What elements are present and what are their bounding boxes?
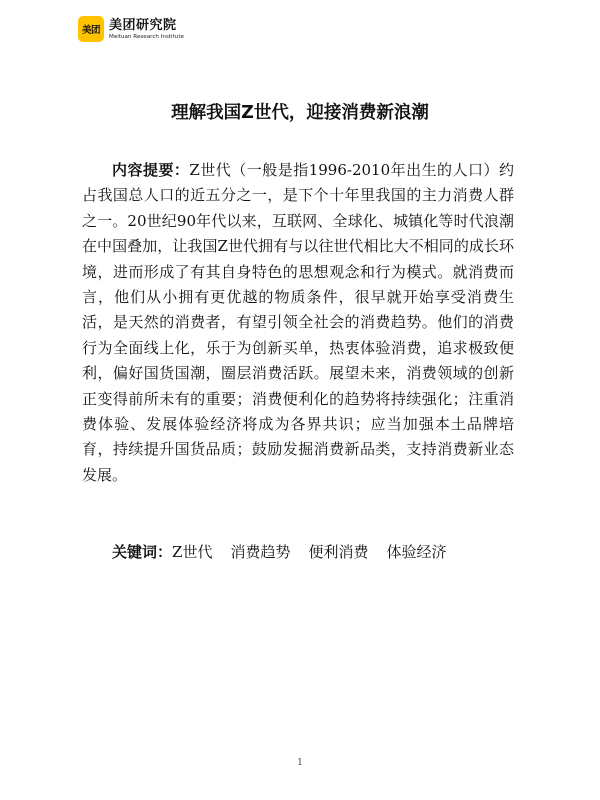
institute-name-en: Meituan Research Institute xyxy=(109,33,184,40)
keywords-line xyxy=(112,540,465,565)
logo-text xyxy=(109,18,184,41)
keywords-label: 关键词： xyxy=(112,543,173,561)
institute-name: 美团研究院 xyxy=(109,17,177,33)
page-number: 1 xyxy=(297,758,303,768)
page-header xyxy=(78,14,184,44)
abstract-text: Z世代（一般是指1996-2010年出生的人口）约占我国总人口的近五分之一，是下个十年里我国的主力消费人群之一。20世纪90年代以来，互联网、全球化、城镇化等时代浪潮在中国叠加，让我国Z世代拥有与以往世代相比大不相同的成长环境，进而形成了有其自身特色的思想观念和行为模式。就消费而言，他们从小拥有更优越的物质条件，很早就开始享受消费生活，是天然的消费者，有望引领全社会的消费趋势。他们的消费行为全面线上化，乐于为创新买单，热衷体验消费，追求极致便利，偏好国货国潮，圈层消费活跃。展望未来，消费领域的创新正变得前所未有的重要；消费便利化的趋势将持续强化；注重消费体验、发展体验经济将成为各界共识；应当加强本土品牌培育，持续提升国货品质；鼓励发掘消费新品类，支持消费新业态发展。 xyxy=(82,161,514,484)
keyword: Z世代 xyxy=(172,543,213,561)
keyword: 体验经济 xyxy=(386,543,447,561)
abstract-paragraph xyxy=(82,158,514,488)
abstract-label: 内容提要： xyxy=(112,161,190,179)
keyword: 便利消费 xyxy=(308,543,369,561)
meituan-logo-icon xyxy=(78,16,104,42)
logo-badge-text: 美团 xyxy=(81,25,100,36)
document-title: 理解我国Z世代，迎接消费新浪潮 xyxy=(171,103,429,123)
keyword: 消费趋势 xyxy=(230,543,291,561)
